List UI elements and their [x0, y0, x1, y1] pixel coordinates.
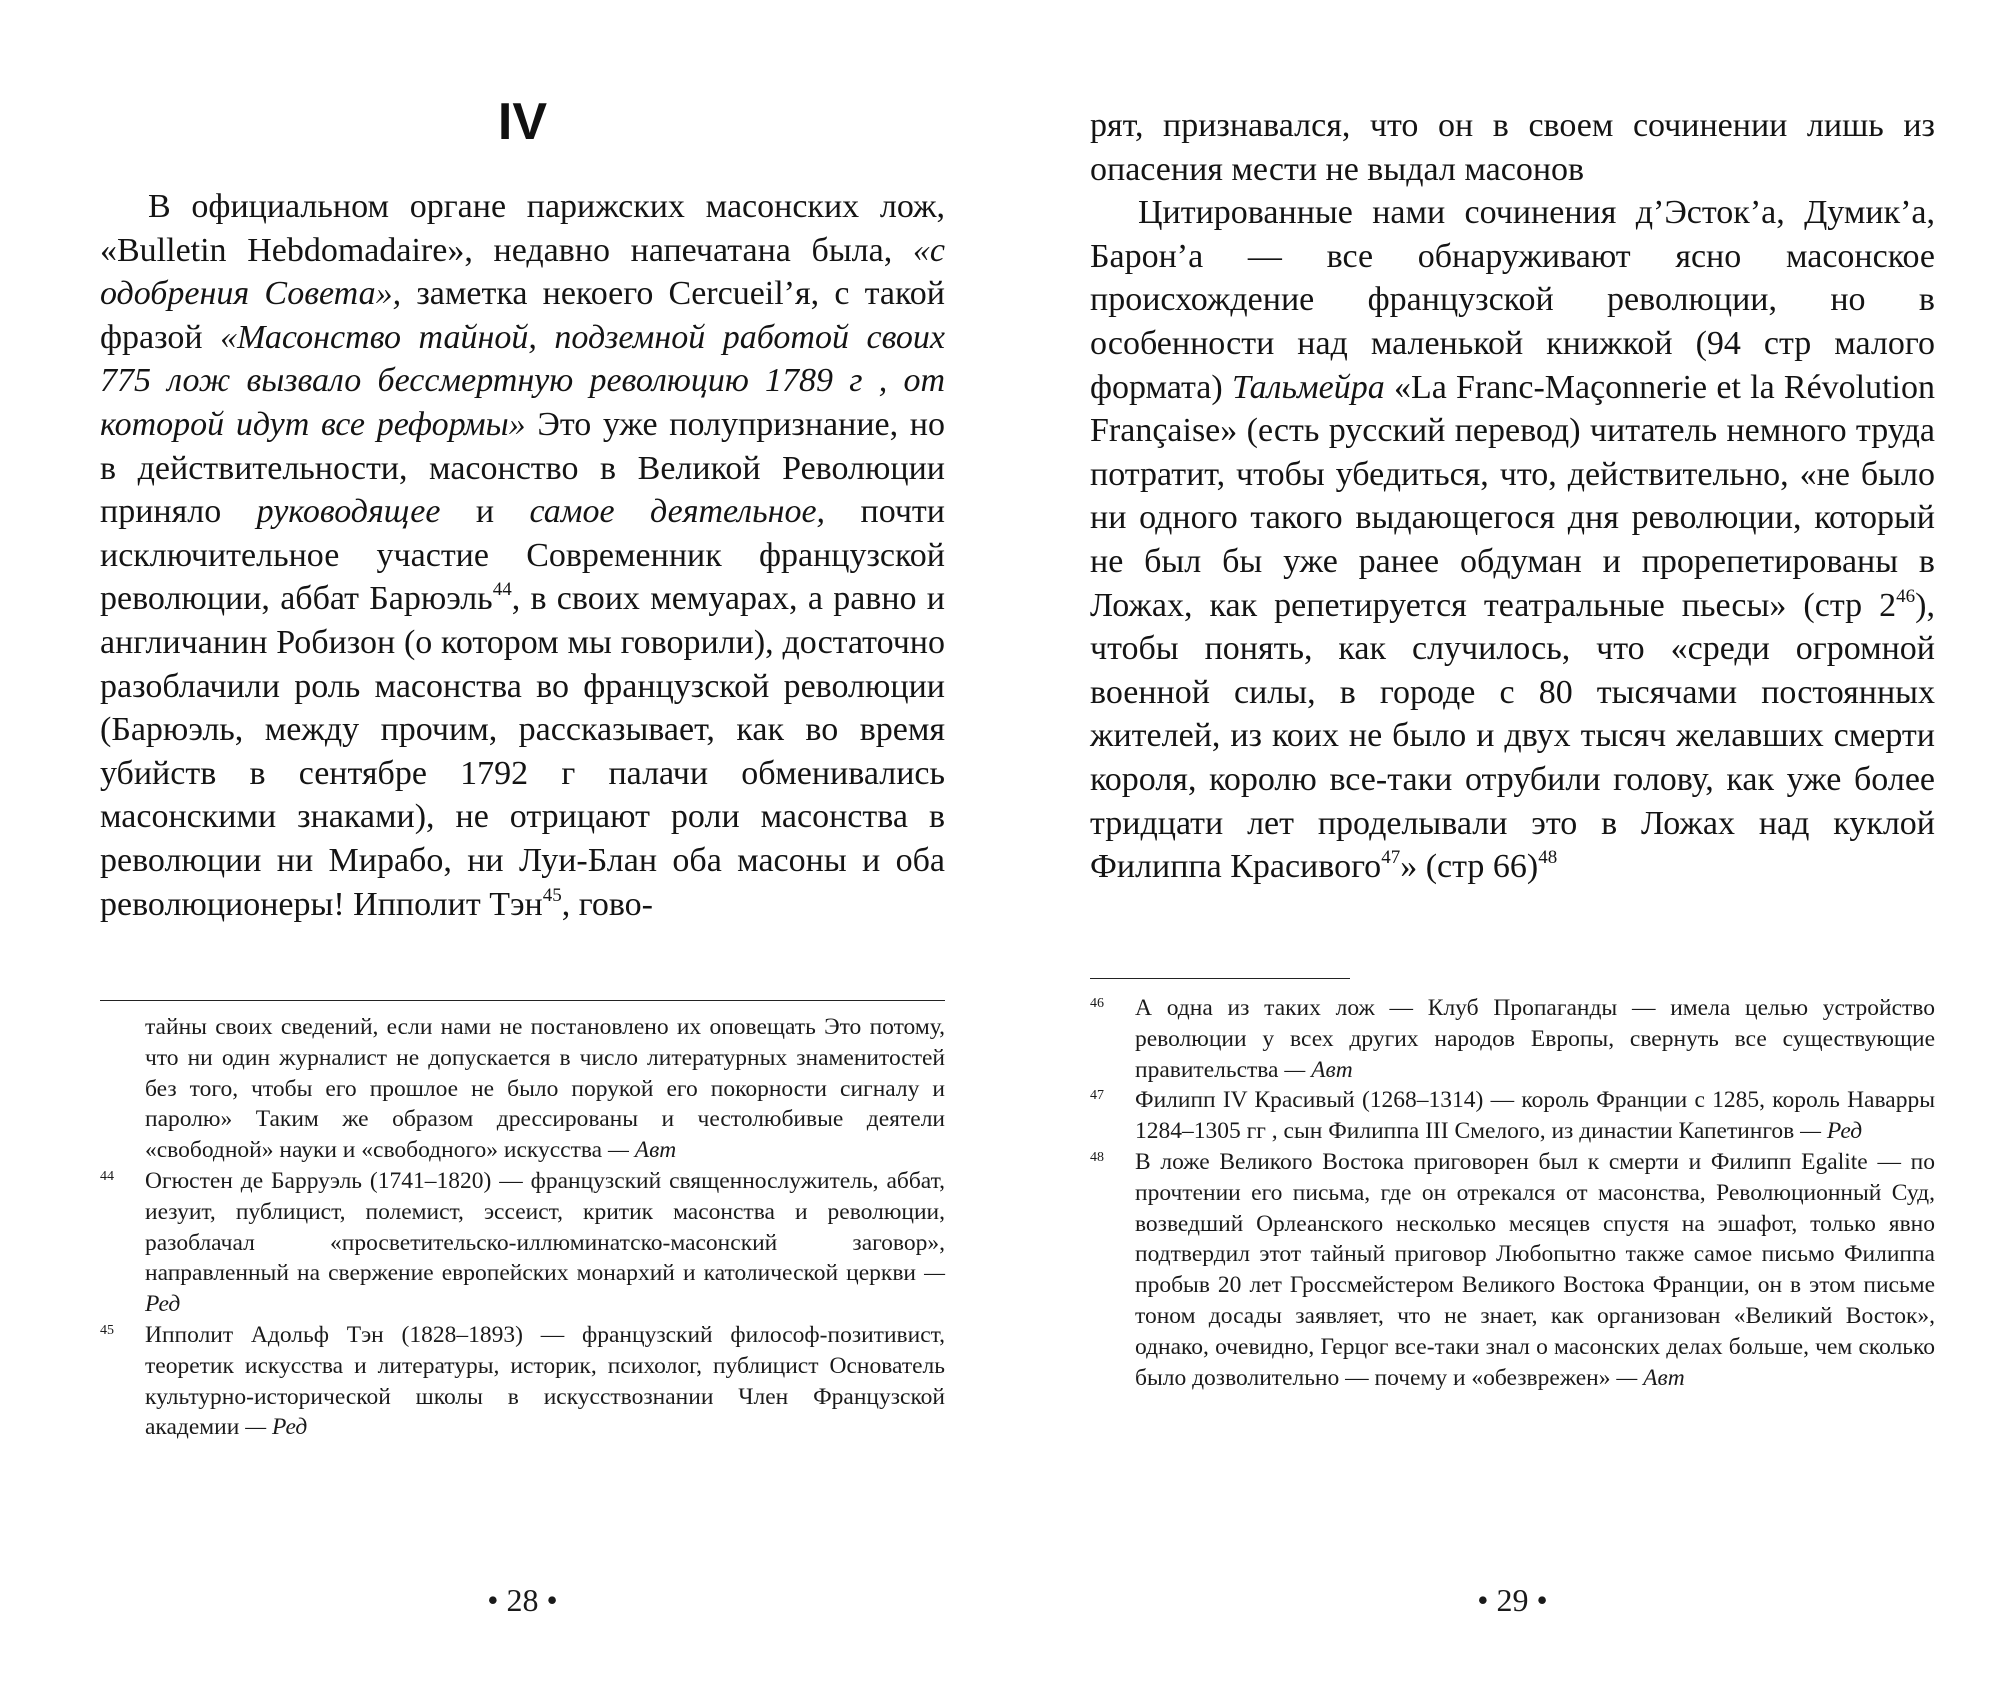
- footnote-48: 48 В ложе Великого Востока приговорен был к смерти и Филипп Egalite — по прочтении его письма, где он отрекался от масонства, Революционный Суд, возведший Орлеанского несколько месяцев спустя на эшафот, только явно подтвердил этот тайный приговор Любопытно также самое письмо Филиппа пробыв 20 лет Гроссмейстером Великого Востока Франции, он в этом письме тоном досады заявляет, что не знает, как организован «Великий Восток», однако, очевидно, Герцог все-таки знал о масонских делах больше, чем сколько было дозволительно — почему и «обезврежен» — Авт: [1090, 1148, 1935, 1391]
- footnote-44: 44 Огюстен де Барруэль (1741–1820) — французский священнослужитель, аббат, иезуит, публицист, полемист, эссеист, критик масонства и революции, разоблачал «просветительско-иллюминатско-масонский заговор», направленный на свержение европейских монархий и католической церкви — Ред: [100, 1167, 945, 1318]
- footnote-45: 45 Ипполит Адольф Тэн (1828–1893) — французский философ-позитивист, теоретик искусства и литературы, историк, психолог, публицист Основатель культурно-исторической школы в искусствознании Член Французской академии — Ред: [100, 1321, 945, 1441]
- footnote-number: 48: [1090, 1149, 1104, 1165]
- footnote-number: 44: [100, 1168, 114, 1184]
- footnote-marker-46[interactable]: 46: [1896, 585, 1916, 607]
- footnote-marker-48[interactable]: 48: [1538, 847, 1558, 869]
- paragraph: В официальном органе парижских масонских лож, «Bulletin Hebdomadaire», недавно напечатана была, «с одобрения Совета», заметка некоего Cercueil’я, с такой фразой «Масонство тайной, подземной работой своих 775 лож вызвало бессмертную революцию 1789 г , от которой идут все реформы» Это уже полупризнание, но в действительности, масонство в Великой Революции приняло руководящее и самое деятельное, почти исключительное участие Современник французской революции, аббат Барюэль$^{44}$, в своих мемуарах, а равно и англичанин Робизон (о котором мы говорили), достаточно разоблачили роль масонства во французской революции (Барюэль, между прочим, рассказывает, как во время убийств в сентябре 1792 г палачи обменивались масонскими знаками), не отрицают роли масонства в революции ни Мирабо, ни Луи-Блан оба масоны и оба революционеры! Ипполит Тэн$^{45}$, гово-: [100, 188, 945, 923]
- right-page: [1090, 0, 1935, 1702]
- footnote-rule: [1090, 978, 1350, 979]
- footnote-46: 46 А одна из таких лож — Клуб Пропаганды — имела целью устройство революции у всех других народов Европы, свернуть все существующие правительства — Авт: [1090, 995, 1935, 1083]
- paragraph: рят, признавался, что он в своем сочинении лишь из опасения мести не выдал масонов: [1090, 107, 1935, 188]
- footnote-number: 46: [1090, 996, 1104, 1011]
- footnote-47: 47 Филипп IV Красивый (1268–1314) — король Франции с 1285, король Наварры 1284–1305 гг , сын Филиппа III Смелого, из династии Капетингов — Ред: [1090, 1087, 1935, 1145]
- chapter-heading: IV: [497, 93, 548, 151]
- footnote-marker-44[interactable]: 44: [492, 579, 512, 601]
- footnote-rule: [100, 1000, 945, 1001]
- left-page: [100, 0, 945, 1702]
- footnote-continuation: тайны своих сведений, если нами не постановлено их оповещать Это потому, что ни один журналист не допускается в число литературных знаменитостей без того, чтобы его прошлое не было порукой его покорности сигналу и паролю» Таким же образом дрессированы и честолюбивые деятели «свободной» науки и «свободного» искусства — Авт: [145, 1014, 945, 1164]
- footnote-marker-47[interactable]: 47: [1381, 847, 1401, 869]
- paragraph: Цитированные нами сочинения д’Эсток’а, Думик’а, Барон’а — все обнаруживают ясно масонское происхождение французской революции, но в особенности над маленькой книжкой (94 стр малого формата) Тальмейра «La Franc-Maçonnerie et la Révolution Française» (есть русский перевод) читатель немного труда потратит, чтобы убедиться, что, действительно, «не было ни одного такого выдающегося дня революции, который не был бы уже ранее обдуман и прорепетированы в Ложах, как репетируется театральные пьесы» (стр $2^{46}$), чтобы понять, как случилось, что «среди огромной военной силы, в городе с 80 тысячами постоянных жителей, из коих не было и двух тысяч желавших смерти короля, королю все-таки отрубили голову, как уже более тридцати лет проделывали это в Ложах над куклой Филиппа Красивого$^{47}$» (стр 66)$^{48}$: [1090, 194, 1936, 886]
- footnote-number: 45: [100, 1322, 114, 1338]
- page-number: • 29 •: [1477, 1582, 1548, 1618]
- right-footnotes: [1090, 993, 1935, 1393]
- page-number: • 28 •: [487, 1582, 558, 1618]
- left-footnotes: [100, 1012, 945, 1443]
- footnote-number: 47: [1090, 1088, 1104, 1104]
- footnote-marker-45[interactable]: 45: [542, 884, 562, 906]
- left-body-text: [100, 185, 945, 926]
- right-body-text: [1090, 104, 1935, 889]
